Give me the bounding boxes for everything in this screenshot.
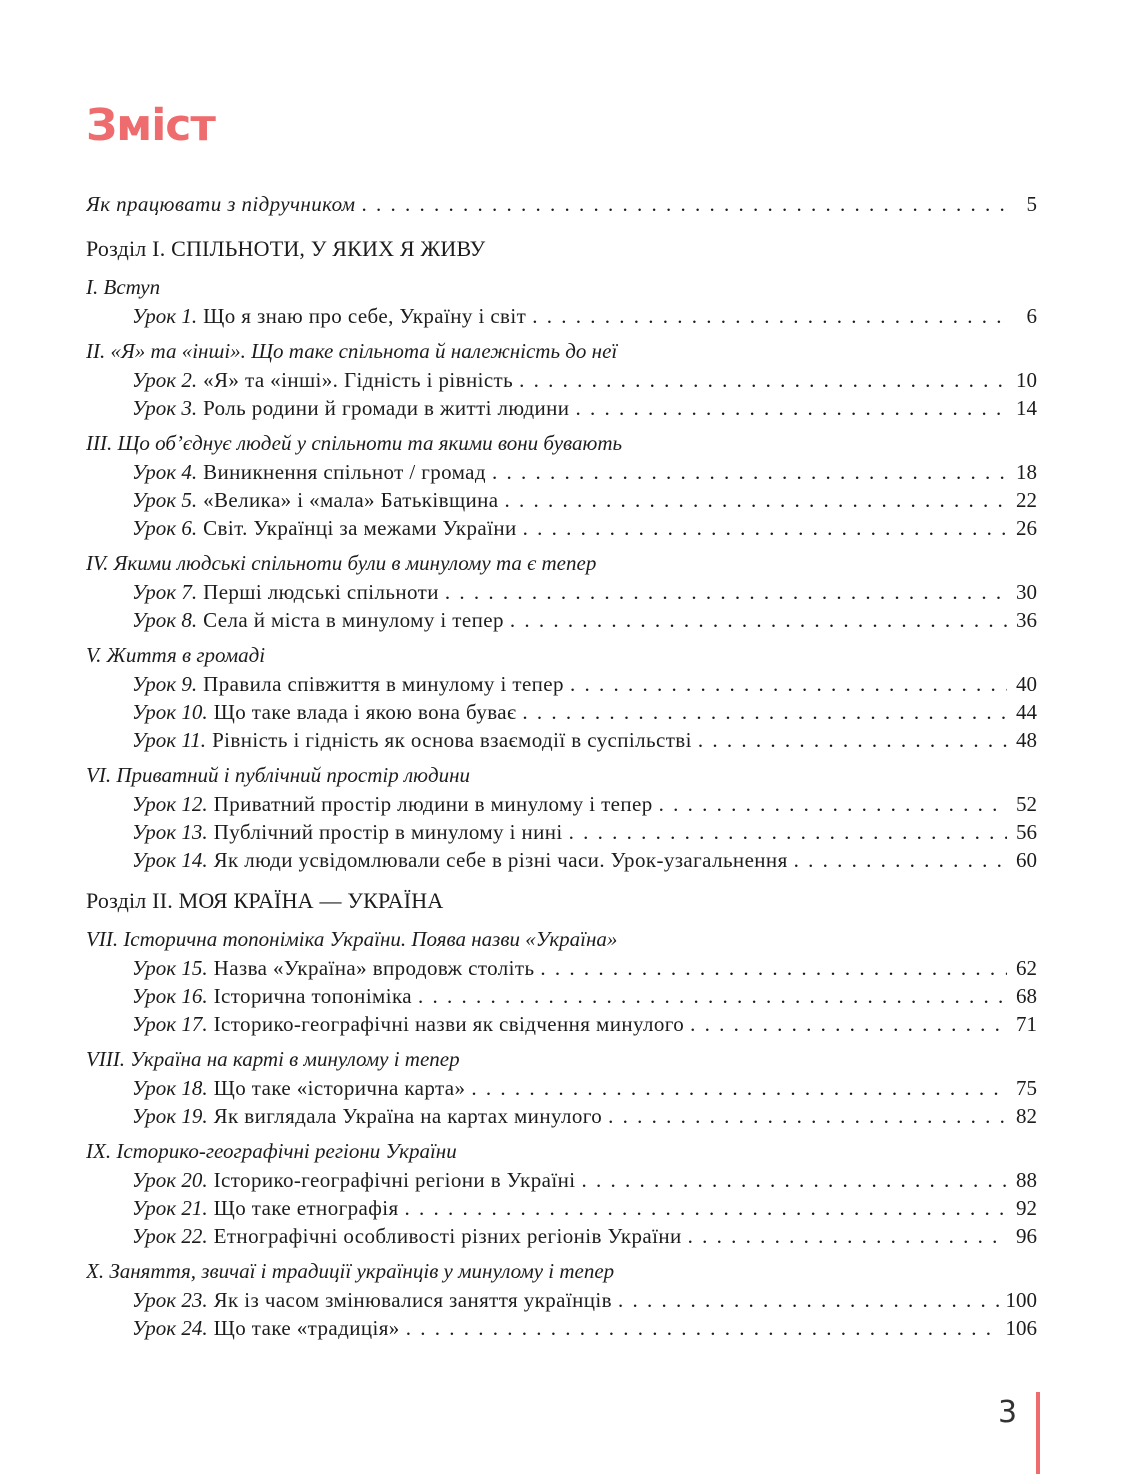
lesson-label: Урок 15. xyxy=(132,956,208,980)
toc-page-number: 6 xyxy=(1026,304,1037,328)
dot-leader xyxy=(618,1286,1000,1314)
toc-page-number: 10 xyxy=(1016,368,1037,392)
dot-leader xyxy=(659,790,1007,818)
toc-lesson-entry[interactable] xyxy=(86,726,1037,754)
lesson-label: Урок 20. xyxy=(132,1168,208,1192)
toc-page-number: 68 xyxy=(1016,984,1037,1008)
lesson-label: Урок 7. xyxy=(132,580,198,604)
dot-leader xyxy=(505,486,1007,514)
dot-leader xyxy=(532,302,1007,330)
lesson-label: Урок 19. xyxy=(132,1104,208,1128)
toc-page-number: 48 xyxy=(1016,728,1037,752)
lesson-title: Села й міста в минулому і тепер xyxy=(203,608,504,632)
toc-page-number: 40 xyxy=(1016,672,1037,696)
lesson-title: Історико-географічні назви як свідчення минулого xyxy=(213,1012,685,1036)
lesson-label: Урок 1. xyxy=(132,304,198,328)
lesson-title: Рівність і гідність як основа взаємодії в суспільстві xyxy=(212,728,692,752)
lesson-title: Що таке етнографія xyxy=(213,1196,399,1220)
section-heading: ІІІ. Що об’єднує людей у спільноти та якими вони бувають xyxy=(86,431,623,455)
lesson-title: Роль родини й громади в житті людини xyxy=(203,396,570,420)
lesson-label: Урок 9. xyxy=(132,672,198,696)
toc-page-number: 14 xyxy=(1016,396,1037,420)
dot-leader xyxy=(405,1194,1007,1222)
lesson-label: Урок 11. xyxy=(132,728,207,752)
dot-leader xyxy=(581,1166,1007,1194)
lesson-label: Урок 3. xyxy=(132,396,198,420)
dot-leader xyxy=(522,698,1007,726)
lesson-title: Приватний простір людини в минулому і тепер xyxy=(213,792,653,816)
lesson-label: Урок 21. xyxy=(132,1196,208,1220)
lesson-label: Урок 18. xyxy=(132,1076,208,1100)
dot-leader xyxy=(540,954,1007,982)
lesson-title: Як із часом змінювалися заняття українців xyxy=(213,1288,612,1312)
lesson-label: Урок 22. xyxy=(132,1224,208,1248)
toc-lesson-entry[interactable] xyxy=(86,846,1037,874)
toc-lesson-entry[interactable] xyxy=(86,486,1037,514)
section-heading: VІІІ. Україна на карті в минулому і тепер xyxy=(86,1047,460,1071)
lesson-title: Історична топоніміка xyxy=(213,984,412,1008)
toc-lesson-entry[interactable] xyxy=(86,1074,1037,1102)
toc-lesson-entry[interactable] xyxy=(86,1286,1037,1314)
toc-page-number: 30 xyxy=(1016,580,1037,604)
lesson-label: Урок 13. xyxy=(132,820,208,844)
lesson-label: Урок 17. xyxy=(132,1012,208,1036)
toc-page-number: 82 xyxy=(1016,1104,1037,1128)
toc-lesson-entry[interactable] xyxy=(86,982,1037,1010)
dot-leader xyxy=(608,1102,1007,1130)
lesson-title: Публічний простір в минулому і нині xyxy=(213,820,563,844)
lesson-label: Урок 12. xyxy=(132,792,208,816)
lesson-label: Урок 24. xyxy=(132,1316,208,1340)
toc-lesson-entry[interactable] xyxy=(86,514,1037,542)
lesson-title: Що таке «традиція» xyxy=(213,1316,400,1340)
toc-lesson-entry[interactable] xyxy=(86,790,1037,818)
section-heading: І. Вступ xyxy=(86,275,161,299)
dot-leader xyxy=(471,1074,1007,1102)
lesson-title: Історико-географічні регіони в Україні xyxy=(213,1168,576,1192)
toc-lesson-entry[interactable] xyxy=(86,1222,1037,1250)
toc-page-number: 5 xyxy=(1026,192,1037,216)
section-heading: V. Життя в громаді xyxy=(86,643,266,667)
dot-leader xyxy=(690,1010,1007,1038)
lesson-title: Етнографічні особливості різних регіонів України xyxy=(213,1224,682,1248)
page-title: Зміст xyxy=(86,100,215,151)
toc-page-number: 71 xyxy=(1016,1012,1037,1036)
section-heading: VІ. Приватний і публічний простір людини xyxy=(86,763,470,787)
lesson-label: Урок 2. xyxy=(132,368,198,392)
toc-lesson-entry[interactable] xyxy=(86,458,1037,486)
part-heading: Розділ І. СПІЛЬНОТИ, У ЯКИХ Я ЖИВУ xyxy=(86,236,486,261)
lesson-title: «Велика» і «мала» Батьківщина xyxy=(203,488,499,512)
toc-entry-text: Як працювати з підручником xyxy=(86,192,356,216)
lesson-label: Урок 16. xyxy=(132,984,208,1008)
toc-page-number: 96 xyxy=(1016,1224,1037,1248)
dot-leader xyxy=(570,670,1007,698)
lesson-label: Урок 10. xyxy=(132,700,208,724)
section-heading: VІІ. Історична топоніміка України. Поява назви «Україна» xyxy=(86,927,618,951)
dot-leader xyxy=(688,1222,1007,1250)
toc-page-number: 60 xyxy=(1016,848,1037,872)
table-of-contents xyxy=(86,190,1037,1342)
dot-leader xyxy=(492,458,1007,486)
toc-lesson-entry[interactable] xyxy=(86,1102,1037,1130)
toc-page-number: 100 xyxy=(1005,1288,1037,1312)
lesson-title: Виникнення спільнот / громад xyxy=(203,460,486,484)
toc-lesson-entry[interactable] xyxy=(86,1194,1037,1222)
toc-page-number: 75 xyxy=(1016,1076,1037,1100)
section-heading: ІХ. Історико-географічні регіони України xyxy=(86,1139,457,1163)
section-heading: Х. Заняття, звичаї і традиції українців у минулому і тепер xyxy=(86,1259,615,1283)
toc-lesson-entry[interactable] xyxy=(86,954,1037,982)
toc-page-number: 36 xyxy=(1016,608,1037,632)
toc-lesson-entry[interactable] xyxy=(86,578,1037,606)
section-heading: ІV. Якими людські спільноти були в минулому та є тепер xyxy=(86,551,597,575)
toc-lesson-entry[interactable] xyxy=(86,818,1037,846)
lesson-title: «Я» та «інші». Гідність і рівність xyxy=(203,368,514,392)
lesson-title: Як виглядала Україна на картах минулого xyxy=(213,1104,603,1128)
dot-leader xyxy=(361,190,1007,218)
lesson-label: Урок 14. xyxy=(132,848,208,872)
toc-lesson-entry[interactable] xyxy=(86,606,1037,634)
toc-page-number: 88 xyxy=(1016,1168,1037,1192)
toc-intro-entry[interactable] xyxy=(86,190,1037,218)
dot-leader xyxy=(519,366,1007,394)
dot-leader xyxy=(523,514,1007,542)
page-number: 3 xyxy=(998,1395,1018,1430)
dot-leader xyxy=(418,982,1007,1010)
lesson-title: Правила співжиття в минулому і тепер xyxy=(203,672,564,696)
toc-page-number: 26 xyxy=(1016,516,1037,540)
toc-page-number: 92 xyxy=(1016,1196,1037,1220)
toc-lesson-entry[interactable] xyxy=(86,1166,1037,1194)
lesson-label: Урок 23. xyxy=(132,1288,208,1312)
lesson-label: Урок 5. xyxy=(132,488,198,512)
lesson-title: Що таке «історична карта» xyxy=(213,1076,466,1100)
toc-page-number: 52 xyxy=(1016,792,1037,816)
toc-lesson-entry[interactable] xyxy=(86,394,1037,422)
lesson-title: Що я знаю про себе, Україну і світ xyxy=(203,304,527,328)
lesson-label: Урок 6. xyxy=(132,516,198,540)
lesson-title: Назва «Україна» впродовж століть xyxy=(213,956,535,980)
toc-page-number: 44 xyxy=(1016,700,1037,724)
toc-lesson-entry[interactable] xyxy=(86,302,1037,330)
page-accent-bar xyxy=(1036,1392,1040,1474)
dot-leader xyxy=(445,578,1007,606)
toc-lesson-entry[interactable] xyxy=(86,1314,1037,1342)
toc-page-number: 62 xyxy=(1016,956,1037,980)
toc-lesson-entry[interactable] xyxy=(86,670,1037,698)
lesson-title: Світ. Українці за межами України xyxy=(203,516,517,540)
dot-leader xyxy=(569,818,1007,846)
dot-leader xyxy=(794,846,1007,874)
dot-leader xyxy=(406,1314,1000,1342)
toc-page-number: 22 xyxy=(1016,488,1037,512)
part-heading: Розділ ІІ. МОЯ КРАЇНА — УКРАЇНА xyxy=(86,888,444,913)
toc-lesson-entry[interactable] xyxy=(86,698,1037,726)
toc-lesson-entry[interactable] xyxy=(86,366,1037,394)
lesson-label: Урок 4. xyxy=(132,460,198,484)
dot-leader xyxy=(575,394,1007,422)
lesson-title: Перші людські спільноти xyxy=(203,580,439,604)
lesson-title: Що таке влада і якою вона буває xyxy=(213,700,517,724)
lesson-label: Урок 8. xyxy=(132,608,198,632)
dot-leader xyxy=(510,606,1007,634)
toc-lesson-entry[interactable] xyxy=(86,1010,1037,1038)
toc-page-number: 106 xyxy=(1005,1316,1037,1340)
toc-page-number: 18 xyxy=(1016,460,1037,484)
lesson-title: Як люди усвідомлювали себе в різні часи. Урок-узагальнення xyxy=(213,848,788,872)
section-heading: ІІ. «Я» та «інші». Що таке спільнота й належність до неї xyxy=(86,339,618,363)
dot-leader xyxy=(698,726,1007,754)
toc-page-number: 56 xyxy=(1016,820,1037,844)
